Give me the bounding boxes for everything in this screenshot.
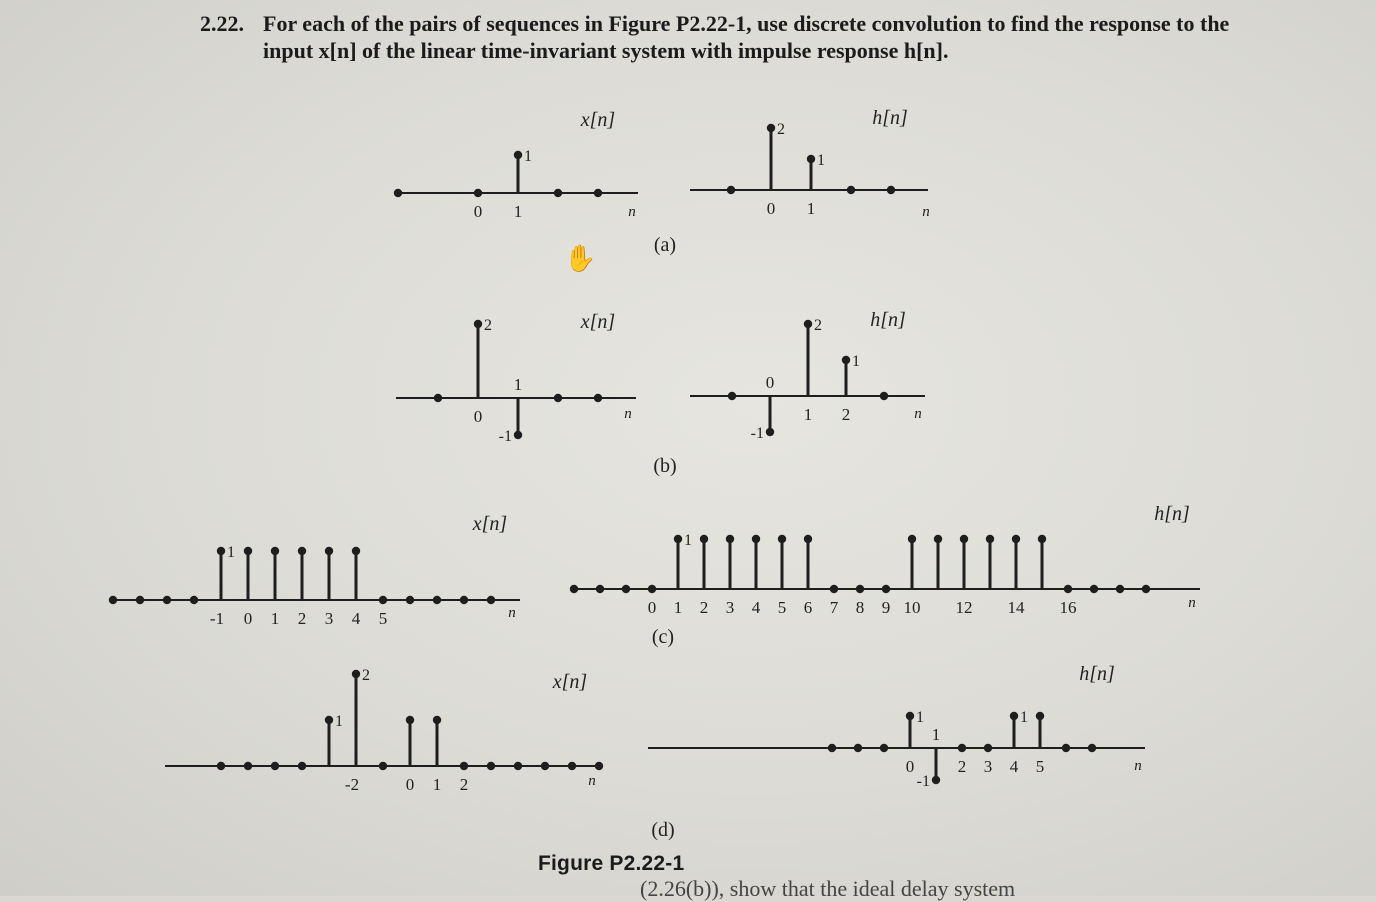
- sequence-title: x[n]: [472, 513, 508, 535]
- tick-label: 0: [473, 202, 483, 221]
- tick-label: 1: [513, 375, 523, 394]
- axis-variable-label: n: [1188, 595, 1196, 611]
- tick-label: 0: [473, 407, 483, 426]
- tick-label: 1: [673, 598, 683, 617]
- sample-dot: [217, 762, 225, 770]
- sample-dot: [136, 596, 144, 604]
- axis-variable-label: n: [624, 406, 632, 422]
- sample-dot: [986, 535, 994, 543]
- tick-label: 5: [378, 609, 388, 628]
- sample-dot: [887, 186, 895, 194]
- sample-dot: [842, 356, 850, 364]
- sample-dot: [474, 320, 482, 328]
- panel-label: (a): [653, 234, 677, 256]
- tick-label: 3: [324, 609, 334, 628]
- sample-dot: [474, 189, 482, 197]
- sample-dot: [882, 585, 890, 593]
- sample-dot: [379, 596, 387, 604]
- sample-dot: [379, 762, 387, 770]
- sample-dot: [1012, 535, 1020, 543]
- axis-variable-label: n: [588, 773, 596, 789]
- value-label: 1: [916, 709, 924, 726]
- value-label: -1: [750, 425, 764, 442]
- tick-label: 0: [405, 775, 415, 794]
- sample-dot: [728, 392, 736, 400]
- sample-dot: [514, 762, 522, 770]
- sample-dot: [594, 189, 602, 197]
- sample-dot: [727, 186, 735, 194]
- sample-dot: [554, 189, 562, 197]
- hand-cursor-icon[interactable]: ✋: [564, 244, 597, 273]
- tick-label: 14: [1007, 598, 1025, 617]
- figure-caption: Figure P2.22-1: [538, 852, 685, 875]
- value-label: 1: [335, 713, 343, 730]
- tick-label: 2: [459, 775, 469, 794]
- sample-dot: [298, 547, 306, 555]
- sample-dot: [932, 776, 940, 784]
- sample-dot: [1116, 585, 1124, 593]
- stem-plot-h-0: [690, 124, 928, 194]
- sample-dot: [271, 762, 279, 770]
- tick-label: 12: [955, 598, 973, 617]
- sequence-title: h[n]: [870, 309, 906, 331]
- sample-dot: [958, 744, 966, 752]
- sample-dot: [1010, 712, 1018, 720]
- sample-dot: [434, 394, 442, 402]
- tick-label: 2: [841, 405, 851, 424]
- sample-dot: [596, 585, 604, 593]
- sample-dot: [406, 716, 414, 724]
- sample-dot: [568, 762, 576, 770]
- sample-dot: [433, 716, 441, 724]
- panel-3: [165, 670, 1145, 784]
- sequence-title: h[n]: [1154, 503, 1190, 525]
- tick-label: 3: [983, 757, 993, 776]
- axis-variable-label: n: [1134, 758, 1142, 774]
- value-label: 2: [814, 317, 822, 334]
- tick-label: 4: [751, 598, 761, 617]
- sample-dot: [700, 535, 708, 543]
- sample-dot: [934, 535, 942, 543]
- value-label: 1: [1020, 709, 1028, 726]
- sample-dot: [1088, 744, 1096, 752]
- sample-dot: [622, 585, 630, 593]
- sequence-title: x[n]: [580, 109, 616, 131]
- tick-label: 5: [777, 598, 787, 617]
- sample-dot: [460, 596, 468, 604]
- sample-dot: [595, 762, 603, 770]
- sample-dot: [766, 428, 774, 436]
- sample-dot: [1142, 585, 1150, 593]
- tick-label: 1: [432, 775, 442, 794]
- axis-variable-label: n: [922, 204, 930, 220]
- sample-dot: [908, 535, 916, 543]
- sequence-title: x[n]: [552, 671, 588, 693]
- sample-dot: [767, 124, 775, 132]
- sample-dot: [109, 596, 117, 604]
- tick-label: 0: [905, 757, 915, 776]
- value-label: 1: [524, 148, 532, 165]
- sample-dot: [984, 744, 992, 752]
- tick-label: 0: [243, 609, 253, 628]
- sample-dot: [804, 320, 812, 328]
- value-label: 2: [362, 667, 370, 684]
- panel-label: (d): [651, 819, 675, 841]
- sample-dot: [1038, 535, 1046, 543]
- sample-dot: [325, 547, 333, 555]
- tick-label: 2: [699, 598, 709, 617]
- sample-dot: [778, 535, 786, 543]
- sample-dot: [854, 744, 862, 752]
- sample-dot: [752, 535, 760, 543]
- tick-label: 1: [803, 405, 813, 424]
- value-label: 1: [817, 152, 825, 169]
- tick-label: 16: [1059, 598, 1077, 617]
- stem-plot-x-2: [109, 547, 520, 604]
- sample-dot: [830, 585, 838, 593]
- stem-plot-h-2: [570, 535, 1200, 593]
- value-label: 2: [484, 317, 492, 334]
- sequence-title: x[n]: [580, 311, 616, 333]
- value-label: 2: [777, 121, 785, 138]
- sample-dot: [325, 716, 333, 724]
- sample-dot: [514, 431, 522, 439]
- tick-label: 3: [725, 598, 735, 617]
- tick-label: 1: [270, 609, 280, 628]
- sample-dot: [1090, 585, 1098, 593]
- sample-dot: [352, 547, 360, 555]
- sample-dot: [828, 744, 836, 752]
- tick-label: 8: [855, 598, 865, 617]
- sample-dot: [960, 535, 968, 543]
- tick-label: 5: [1035, 757, 1045, 776]
- tick-label: 6: [803, 598, 813, 617]
- tick-label: 1: [931, 725, 941, 744]
- sample-dot: [804, 535, 812, 543]
- sample-dot: [487, 762, 495, 770]
- sample-dot: [394, 189, 402, 197]
- sample-dot: [1064, 585, 1072, 593]
- panel-label: (b): [653, 455, 677, 477]
- sample-dot: [244, 762, 252, 770]
- tick-label: 7: [829, 598, 839, 617]
- tick-label: -2: [344, 775, 360, 794]
- stem-plot-x-0: [394, 151, 638, 197]
- sample-dot: [190, 596, 198, 604]
- problem-text: For each of the pairs of sequences in Figure P2.22-1, use discrete convolution to find the response to the input x[n] of the linear time-invariant system with impulse response h[n].: [263, 11, 1230, 63]
- sequence-title: h[n]: [1079, 663, 1115, 685]
- tick-label: 0: [647, 598, 657, 617]
- tick-label: 4: [351, 609, 361, 628]
- tick-label: -1: [209, 609, 225, 628]
- cutoff-next-line: (2.26(b)), show that the ideal delay system: [640, 876, 1016, 901]
- sample-dot: [217, 547, 225, 555]
- tick-label: 9: [881, 598, 891, 617]
- sample-dot: [1062, 744, 1070, 752]
- sample-dot: [554, 394, 562, 402]
- sample-dot: [352, 670, 360, 678]
- sample-dot: [514, 151, 522, 159]
- sample-dot: [460, 762, 468, 770]
- value-label: 1: [227, 544, 235, 561]
- axis-variable-label: n: [914, 406, 922, 422]
- sample-dot: [163, 596, 171, 604]
- panel-label: (c): [651, 626, 675, 648]
- value-label: 1: [852, 353, 860, 370]
- sample-dot: [298, 762, 306, 770]
- axis-variable-label: n: [508, 605, 516, 621]
- sample-dot: [406, 596, 414, 604]
- sample-dot: [594, 394, 602, 402]
- sequence-title: h[n]: [872, 107, 908, 129]
- sample-dot: [726, 535, 734, 543]
- sample-dot: [674, 535, 682, 543]
- tick-label: 10: [903, 598, 921, 617]
- tick-label: 0: [766, 199, 776, 218]
- sample-dot: [433, 596, 441, 604]
- tick-label: 2: [957, 757, 967, 776]
- tick-label: 1: [806, 199, 816, 218]
- tick-label: 1: [513, 202, 523, 221]
- sample-dot: [648, 585, 656, 593]
- sample-dot: [487, 596, 495, 604]
- panel-0: [394, 124, 928, 197]
- sample-dot: [856, 585, 864, 593]
- sample-dot: [880, 392, 888, 400]
- tick-label: 0: [765, 373, 775, 392]
- stem-plot-x-3: [165, 670, 603, 770]
- value-label: -1: [916, 773, 930, 790]
- sample-dot: [271, 547, 279, 555]
- sample-dot: [541, 762, 549, 770]
- sample-dot: [1036, 712, 1044, 720]
- stem-plot-h-3: [648, 712, 1145, 784]
- tick-label: 4: [1009, 757, 1019, 776]
- sample-dot: [847, 186, 855, 194]
- sample-dot: [906, 712, 914, 720]
- problem-number: 2.22.: [200, 11, 244, 36]
- value-label: 1: [684, 532, 692, 549]
- sample-dot: [880, 744, 888, 752]
- sample-dot: [807, 155, 815, 163]
- axis-variable-label: n: [628, 204, 636, 220]
- tick-label: 2: [297, 609, 307, 628]
- sample-dot: [244, 547, 252, 555]
- panel-2: [109, 535, 1200, 604]
- sample-dot: [570, 585, 578, 593]
- value-label: -1: [498, 428, 512, 445]
